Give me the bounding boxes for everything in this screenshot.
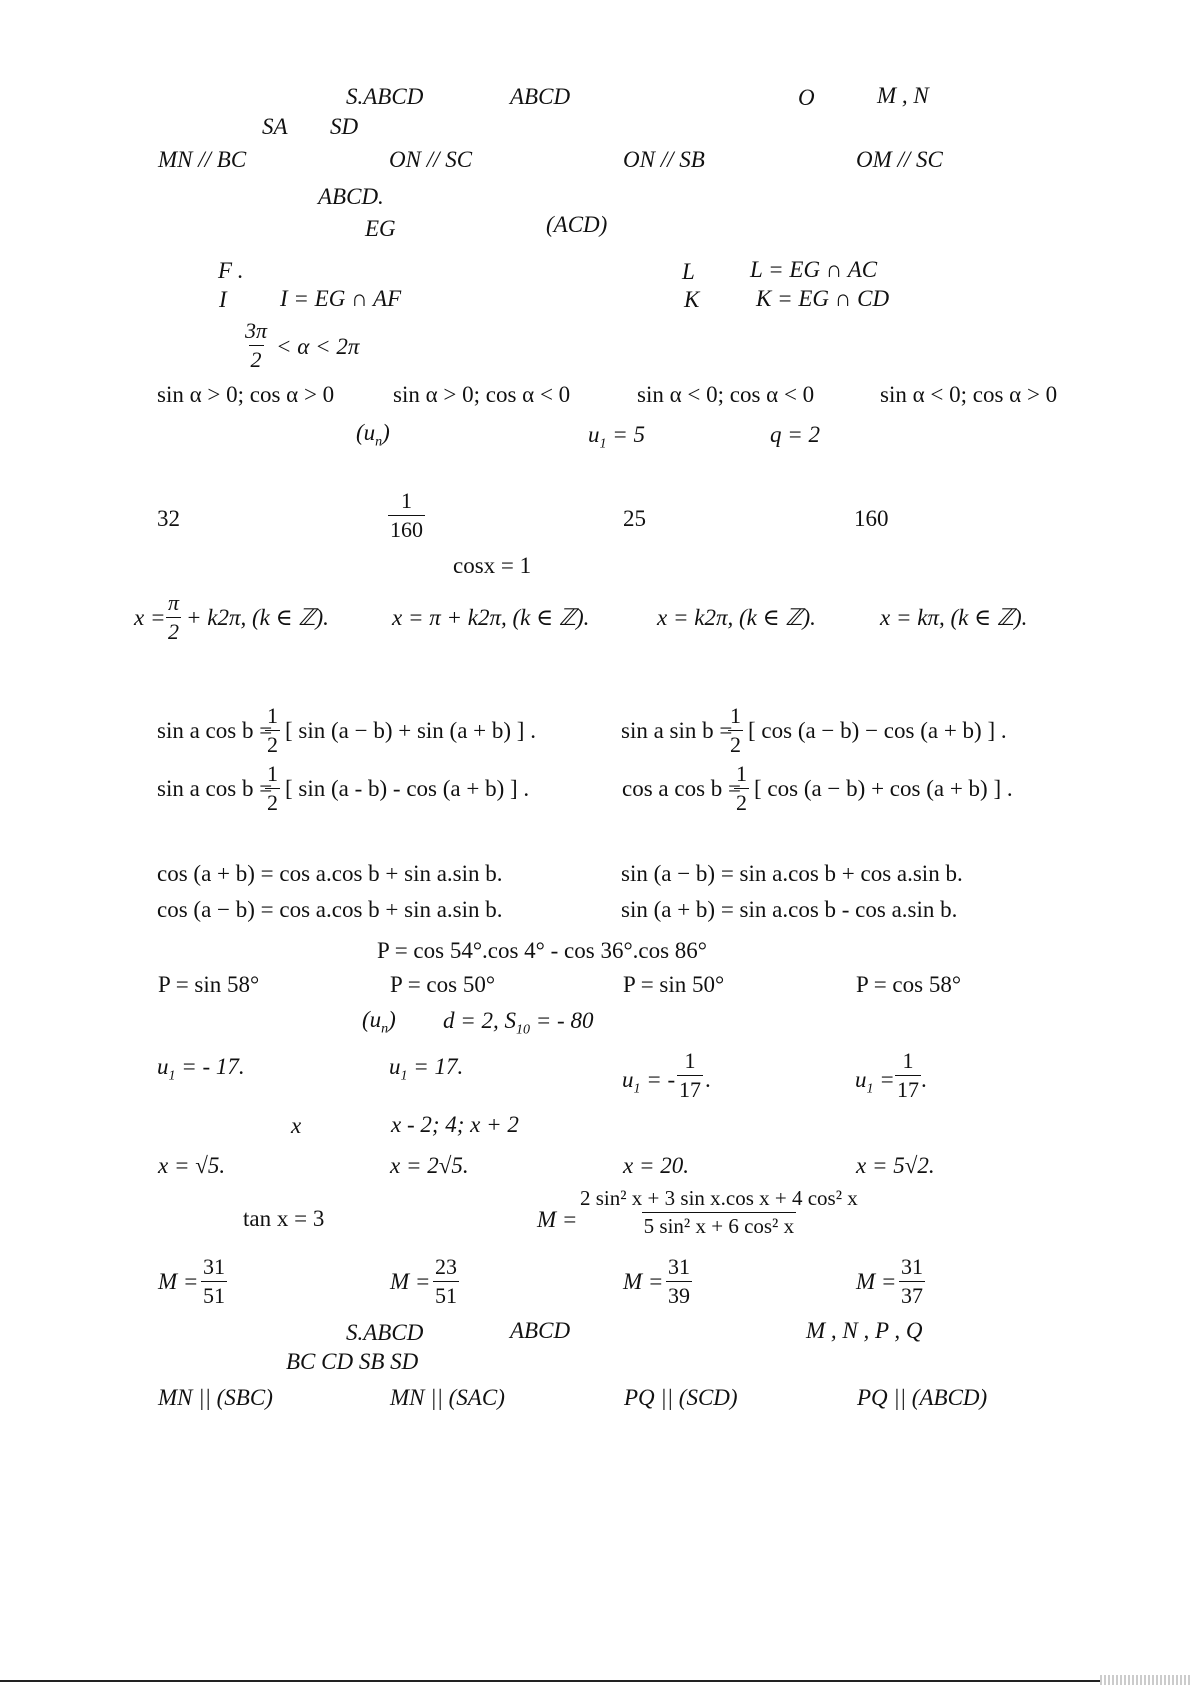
q8-expression: P = cos 54°.cos 4° - cos 36°.cos 86° — [377, 938, 707, 963]
q9-b-u: u — [389, 1054, 401, 1079]
q9-cond-sub: 10 — [516, 1022, 531, 1038]
q8-option-a[interactable]: P = sin 58° — [158, 972, 260, 997]
q11-option-d[interactable] — [899, 1256, 925, 1307]
q5-option-a-fraction[interactable] — [166, 592, 181, 643]
q11-m-fraction — [578, 1188, 860, 1237]
q5-option-b[interactable]: x = π + k2π, (k ∈ ℤ). — [392, 605, 590, 630]
q3-fraction-num: 3π — [245, 318, 268, 343]
q4-option-d[interactable]: 160 — [854, 506, 889, 531]
q9-option-c-pre[interactable] — [622, 1068, 675, 1097]
q9-d-mid: = — [873, 1067, 895, 1092]
q11-option-b[interactable] — [433, 1256, 459, 1307]
q6-option-b[interactable]: [ cos (a − b) − cos (a + b) ] . — [748, 718, 1007, 743]
q11-d-den: 37 — [901, 1283, 923, 1308]
q11-d-num: 31 — [901, 1254, 923, 1279]
q5-option-a-pre: x = — [134, 605, 166, 630]
q9-c-mid: = - — [640, 1067, 676, 1092]
q1-base-label: ABCD — [510, 84, 571, 109]
q9-b-sub: 1 — [400, 1068, 408, 1084]
q9-option-c-fraction[interactable] — [677, 1050, 703, 1101]
q11-m-den: 5 sin² x + 6 cos² x — [643, 1214, 795, 1238]
q6-option-a[interactable]: [ sin (a − b) + sin (a + b) ] . — [285, 718, 536, 743]
q4-option-c[interactable]: 25 — [623, 506, 646, 531]
page-corner-mark — [1100, 1675, 1192, 1685]
q6-d-num: 1 — [736, 761, 747, 786]
q10-option-a[interactable]: x = √5. — [158, 1153, 226, 1178]
q4-sequence — [356, 421, 390, 450]
q9-seq-sub: n — [381, 1021, 389, 1037]
q11-option-d-pre: M = — [856, 1269, 897, 1294]
q5-option-c[interactable]: x = k2π, (k ∈ ℤ). — [657, 605, 816, 630]
q7-option-a[interactable]: cos (a + b) = cos a.cos b + sin a.sin b. — [157, 861, 503, 886]
q2-option-b-point: L — [682, 259, 695, 284]
q9-option-b[interactable] — [389, 1055, 463, 1084]
q5-equation: cosx = 1 — [453, 553, 532, 578]
q9-option-a[interactable] — [157, 1055, 245, 1084]
q10-option-d[interactable]: x = 5√2. — [856, 1153, 935, 1178]
q6-option-c-pre: sin a cos b = — [157, 776, 273, 801]
q3-fraction-den: 2 — [250, 347, 262, 372]
q9-a-sub: 1 — [168, 1068, 176, 1084]
q1-midpoints-label: M , N — [877, 83, 929, 108]
q11-a-den: 51 — [203, 1283, 225, 1308]
q9-seq-close: ) — [388, 1007, 396, 1032]
q10-variable: x — [291, 1113, 302, 1138]
q9-d-num: 1 — [902, 1048, 914, 1073]
q9-condition — [443, 1009, 593, 1038]
q6-a-den: 2 — [267, 732, 278, 757]
q11-b-num: 23 — [435, 1254, 457, 1279]
q4-option-a[interactable]: 32 — [157, 506, 180, 531]
q4-u1-sub: 1 — [599, 436, 607, 452]
q11-a-num: 31 — [203, 1254, 225, 1279]
q4-u1: u — [588, 422, 600, 447]
q12-option-c[interactable]: PQ || (SCD) — [624, 1385, 738, 1410]
q9-option-d-dot: . — [921, 1067, 927, 1092]
q2-line-eg: EG — [365, 216, 396, 241]
q3-condition-fraction — [243, 320, 269, 371]
q1-option-d[interactable]: OM // SC — [856, 147, 943, 172]
q9-d-den: 17 — [897, 1077, 919, 1102]
q3-option-c[interactable]: sin α < 0; cos α < 0 — [637, 382, 815, 407]
q4-ratio: q = 2 — [770, 422, 821, 447]
q6-option-b-half — [728, 705, 743, 756]
q2-option-d-point: K — [684, 287, 700, 312]
q11-option-c-pre: M = — [623, 1269, 664, 1294]
q12-base-label: ABCD — [510, 1318, 571, 1343]
q6-option-d[interactable]: [ cos (a − b) + cos (a + b) ] . — [754, 776, 1013, 801]
q3-condition-rest: < α < 2π — [276, 334, 360, 359]
q9-cond-main: d = 2, S — [443, 1008, 517, 1033]
q3-option-a[interactable]: sin α > 0; cos α > 0 — [157, 382, 335, 407]
q12-option-d[interactable]: PQ || (ABCD) — [857, 1385, 988, 1410]
q9-c-num: 1 — [684, 1048, 696, 1073]
q2-tetrahedron-label: ABCD. — [318, 184, 384, 209]
q12-option-a[interactable]: MN || (SBC) — [158, 1385, 273, 1410]
q4-seq-open: (u — [356, 420, 376, 445]
q1-option-b[interactable]: ON // SC — [389, 147, 473, 172]
q5-option-a-den: 2 — [168, 619, 180, 644]
q4-seq-sub: n — [375, 434, 383, 450]
q9-option-d-pre[interactable] — [855, 1068, 895, 1097]
q11-option-b-pre: M = — [390, 1269, 431, 1294]
q2-plane-acd: (ACD) — [546, 212, 608, 237]
q6-option-c-half — [265, 763, 280, 814]
q1-center-label: O — [798, 85, 815, 110]
q8-option-c[interactable]: P = sin 50° — [623, 972, 725, 997]
q6-option-a-pre: sin a cos b = — [157, 718, 273, 743]
q4-u1-value: = 5 — [606, 422, 646, 447]
q9-c-sub: 1 — [633, 1081, 641, 1097]
q7-option-c[interactable]: cos (a − b) = cos a.cos b + sin a.sin b. — [157, 897, 503, 922]
q11-option-c[interactable] — [666, 1256, 692, 1307]
q9-d-sub: 1 — [866, 1081, 874, 1097]
q9-c-u: u — [622, 1067, 634, 1092]
q6-c-den: 2 — [267, 790, 278, 815]
q4-option-b[interactable] — [388, 490, 425, 541]
q3-option-d[interactable]: sin α < 0; cos α > 0 — [880, 382, 1058, 407]
q4-first-term — [588, 423, 645, 452]
q6-b-den: 2 — [730, 732, 741, 757]
q2-option-c-point: I — [219, 287, 227, 312]
q11-c-num: 31 — [668, 1254, 690, 1279]
q9-a-u: u — [157, 1054, 169, 1079]
q6-option-d-pre: cos a cos b = — [622, 776, 741, 801]
q6-b-num: 1 — [730, 703, 741, 728]
q1-option-a[interactable]: MN // BC — [158, 147, 247, 172]
q6-option-d-half — [734, 763, 749, 814]
q10-option-b[interactable]: x = 2√5. — [390, 1153, 469, 1178]
q10-terms: x - 2; 4; x + 2 — [391, 1112, 519, 1137]
q5-option-a-num: π — [168, 590, 180, 615]
q9-option-c-dot: . — [705, 1067, 711, 1092]
q9-d-u: u — [855, 1067, 867, 1092]
q9-option-d-fraction[interactable] — [895, 1050, 921, 1101]
q11-m-pre: M = — [537, 1207, 578, 1232]
q9-a-rest: = - 17. — [175, 1054, 245, 1079]
q11-option-a-pre: M = — [158, 1269, 199, 1294]
q4-option-b-num: 1 — [401, 488, 412, 513]
q10-option-c[interactable]: x = 20. — [623, 1153, 689, 1178]
q8-option-d[interactable]: P = cos 58° — [856, 972, 962, 997]
q2-option-d[interactable]: K = EG ∩ CD — [756, 286, 890, 311]
q9-cond-rest: = - 80 — [530, 1008, 594, 1033]
q9-c-den: 17 — [679, 1077, 701, 1102]
q2-point-f: F . — [218, 258, 244, 283]
q9-sequence — [362, 1008, 396, 1037]
q11-c-den: 39 — [668, 1283, 690, 1308]
q6-option-c[interactable]: [ sin (a - b) - cos (a + b) ] . — [285, 776, 530, 801]
q11-option-a[interactable] — [201, 1256, 227, 1307]
q6-c-num: 1 — [267, 761, 278, 786]
q12-option-b[interactable]: MN || (SAC) — [390, 1385, 505, 1410]
q11-m-num: 2 sin² x + 3 sin x.cos x + 4 cos² x — [580, 1186, 858, 1210]
q2-option-b[interactable]: L = EG ∩ AC — [750, 257, 878, 282]
q6-a-num: 1 — [267, 703, 278, 728]
q6-option-a-half — [265, 705, 280, 756]
q5-option-a[interactable]: + k2π, (k ∈ ℤ). — [186, 605, 329, 630]
q7-option-d[interactable]: sin (a + b) = sin a.cos b - cos a.sin b. — [621, 897, 958, 922]
q11-b-den: 51 — [435, 1283, 457, 1308]
q6-option-b-pre: sin a sin b = — [621, 718, 733, 743]
q4-option-b-den: 160 — [390, 517, 423, 542]
q6-d-den: 2 — [736, 790, 747, 815]
q5-option-d[interactable]: x = kπ, (k ∈ ℤ). — [880, 605, 1028, 630]
q8-option-b[interactable]: P = cos 50° — [390, 972, 496, 997]
q9-b-rest: = 17. — [407, 1054, 464, 1079]
q9-seq-open: (u — [362, 1007, 382, 1032]
q1-edge-sd: SD — [330, 114, 359, 139]
q11-given: tan x = 3 — [243, 1206, 325, 1231]
q1-edge-sa: SA — [262, 114, 288, 139]
q4-seq-close: ) — [382, 420, 390, 445]
q7-option-b[interactable]: sin (a − b) = sin a.cos b + cos a.sin b. — [621, 861, 963, 886]
q12-pyramid-label: S.ABCD — [346, 1320, 424, 1345]
q12-edges-label: BC CD SB SD — [286, 1349, 419, 1374]
q3-option-b[interactable]: sin α > 0; cos α < 0 — [393, 382, 571, 407]
page-bottom-rule — [0, 1680, 1192, 1682]
q2-option-c[interactable]: I = EG ∩ AF — [280, 286, 402, 311]
q1-pyramid-label: S.ABCD — [346, 84, 424, 109]
q1-option-c[interactable]: ON // SB — [623, 147, 705, 172]
q12-points-label: M , N , P , Q — [806, 1318, 923, 1343]
